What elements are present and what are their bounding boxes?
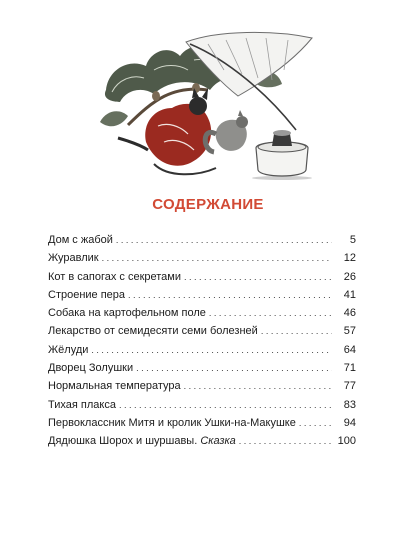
toc-entry-page: 94 xyxy=(343,416,356,429)
toc-entry-page: 46 xyxy=(343,307,356,320)
inkwell-icon xyxy=(252,130,312,180)
toc-heading: СОДЕРЖАНИЕ xyxy=(152,196,264,213)
toc-entry-page: 64 xyxy=(343,343,356,356)
toc-dot-leader xyxy=(119,396,332,414)
toc-entry-page: 83 xyxy=(343,398,356,411)
toc-entry xyxy=(48,432,356,450)
toc-entry-page: 57 xyxy=(343,325,356,338)
toc-entry-page: 77 xyxy=(343,380,356,393)
toc-entry-page: 41 xyxy=(343,288,356,301)
toc-entry-title: Собака на картофельном поле xyxy=(48,307,206,320)
toc-entry-genre: Сказка xyxy=(200,435,236,448)
toc-dot-leader xyxy=(116,231,332,249)
illustration xyxy=(98,30,322,180)
toc-entry-page: 5 xyxy=(349,234,356,246)
toc-entry-title: Журавлик xyxy=(48,252,99,265)
toc-entry xyxy=(48,268,356,286)
toc-entry-title xyxy=(48,432,236,450)
toc-dot-leader xyxy=(128,286,332,304)
toc-entry-title: Жёлуди xyxy=(48,343,89,356)
toc-entry xyxy=(48,377,356,395)
toc-entry xyxy=(48,286,356,304)
toc-entry-page: 12 xyxy=(343,252,356,265)
toc-dot-leader xyxy=(102,249,332,267)
toc-entry-title: Кот в сапогах с секретами xyxy=(48,270,182,283)
toc-entry-title: Дом с жабой xyxy=(48,234,113,246)
toc-dot-leader xyxy=(184,268,332,286)
toc-entry-title: Дворец Золушки xyxy=(48,362,134,375)
toc-dot-leader xyxy=(299,414,332,432)
toc-entry xyxy=(48,414,356,432)
toc-entry xyxy=(48,231,356,249)
toc-entry-page: 71 xyxy=(343,362,356,375)
toc-entry-title: Нормальная температура xyxy=(48,380,181,393)
toc-dot-leader xyxy=(239,432,332,450)
toc-dot-leader xyxy=(91,341,332,359)
toc-entry xyxy=(48,359,356,377)
toc-entry xyxy=(48,341,356,359)
toc-list xyxy=(48,231,356,451)
toc-entry-title: Первоклассник Митя и кролик Ушки-на-Макушке xyxy=(48,416,296,429)
toc-entry-title: Строение пера xyxy=(48,288,126,301)
cat-icon xyxy=(118,88,216,174)
toc-dot-leader xyxy=(136,359,332,377)
toc-entry xyxy=(48,304,356,322)
toc-entry-title-text: Дядюшка Шорох и шуршавы. xyxy=(48,435,198,448)
toc-dot-leader xyxy=(209,304,332,322)
toc-dot-leader xyxy=(184,377,332,395)
toc-entry-title: Лекарство от семидесяти семи болезней xyxy=(48,325,258,338)
toc-entry-title: Тихая плакса xyxy=(48,398,116,411)
squirrel-icon xyxy=(205,110,248,152)
toc-entry-page: 26 xyxy=(343,270,356,283)
toc-entry-page: 100 xyxy=(337,435,356,448)
toc-entry xyxy=(48,396,356,414)
toc-dot-leader xyxy=(261,322,332,340)
toc-entry xyxy=(48,322,356,340)
toc-entry xyxy=(48,249,356,267)
